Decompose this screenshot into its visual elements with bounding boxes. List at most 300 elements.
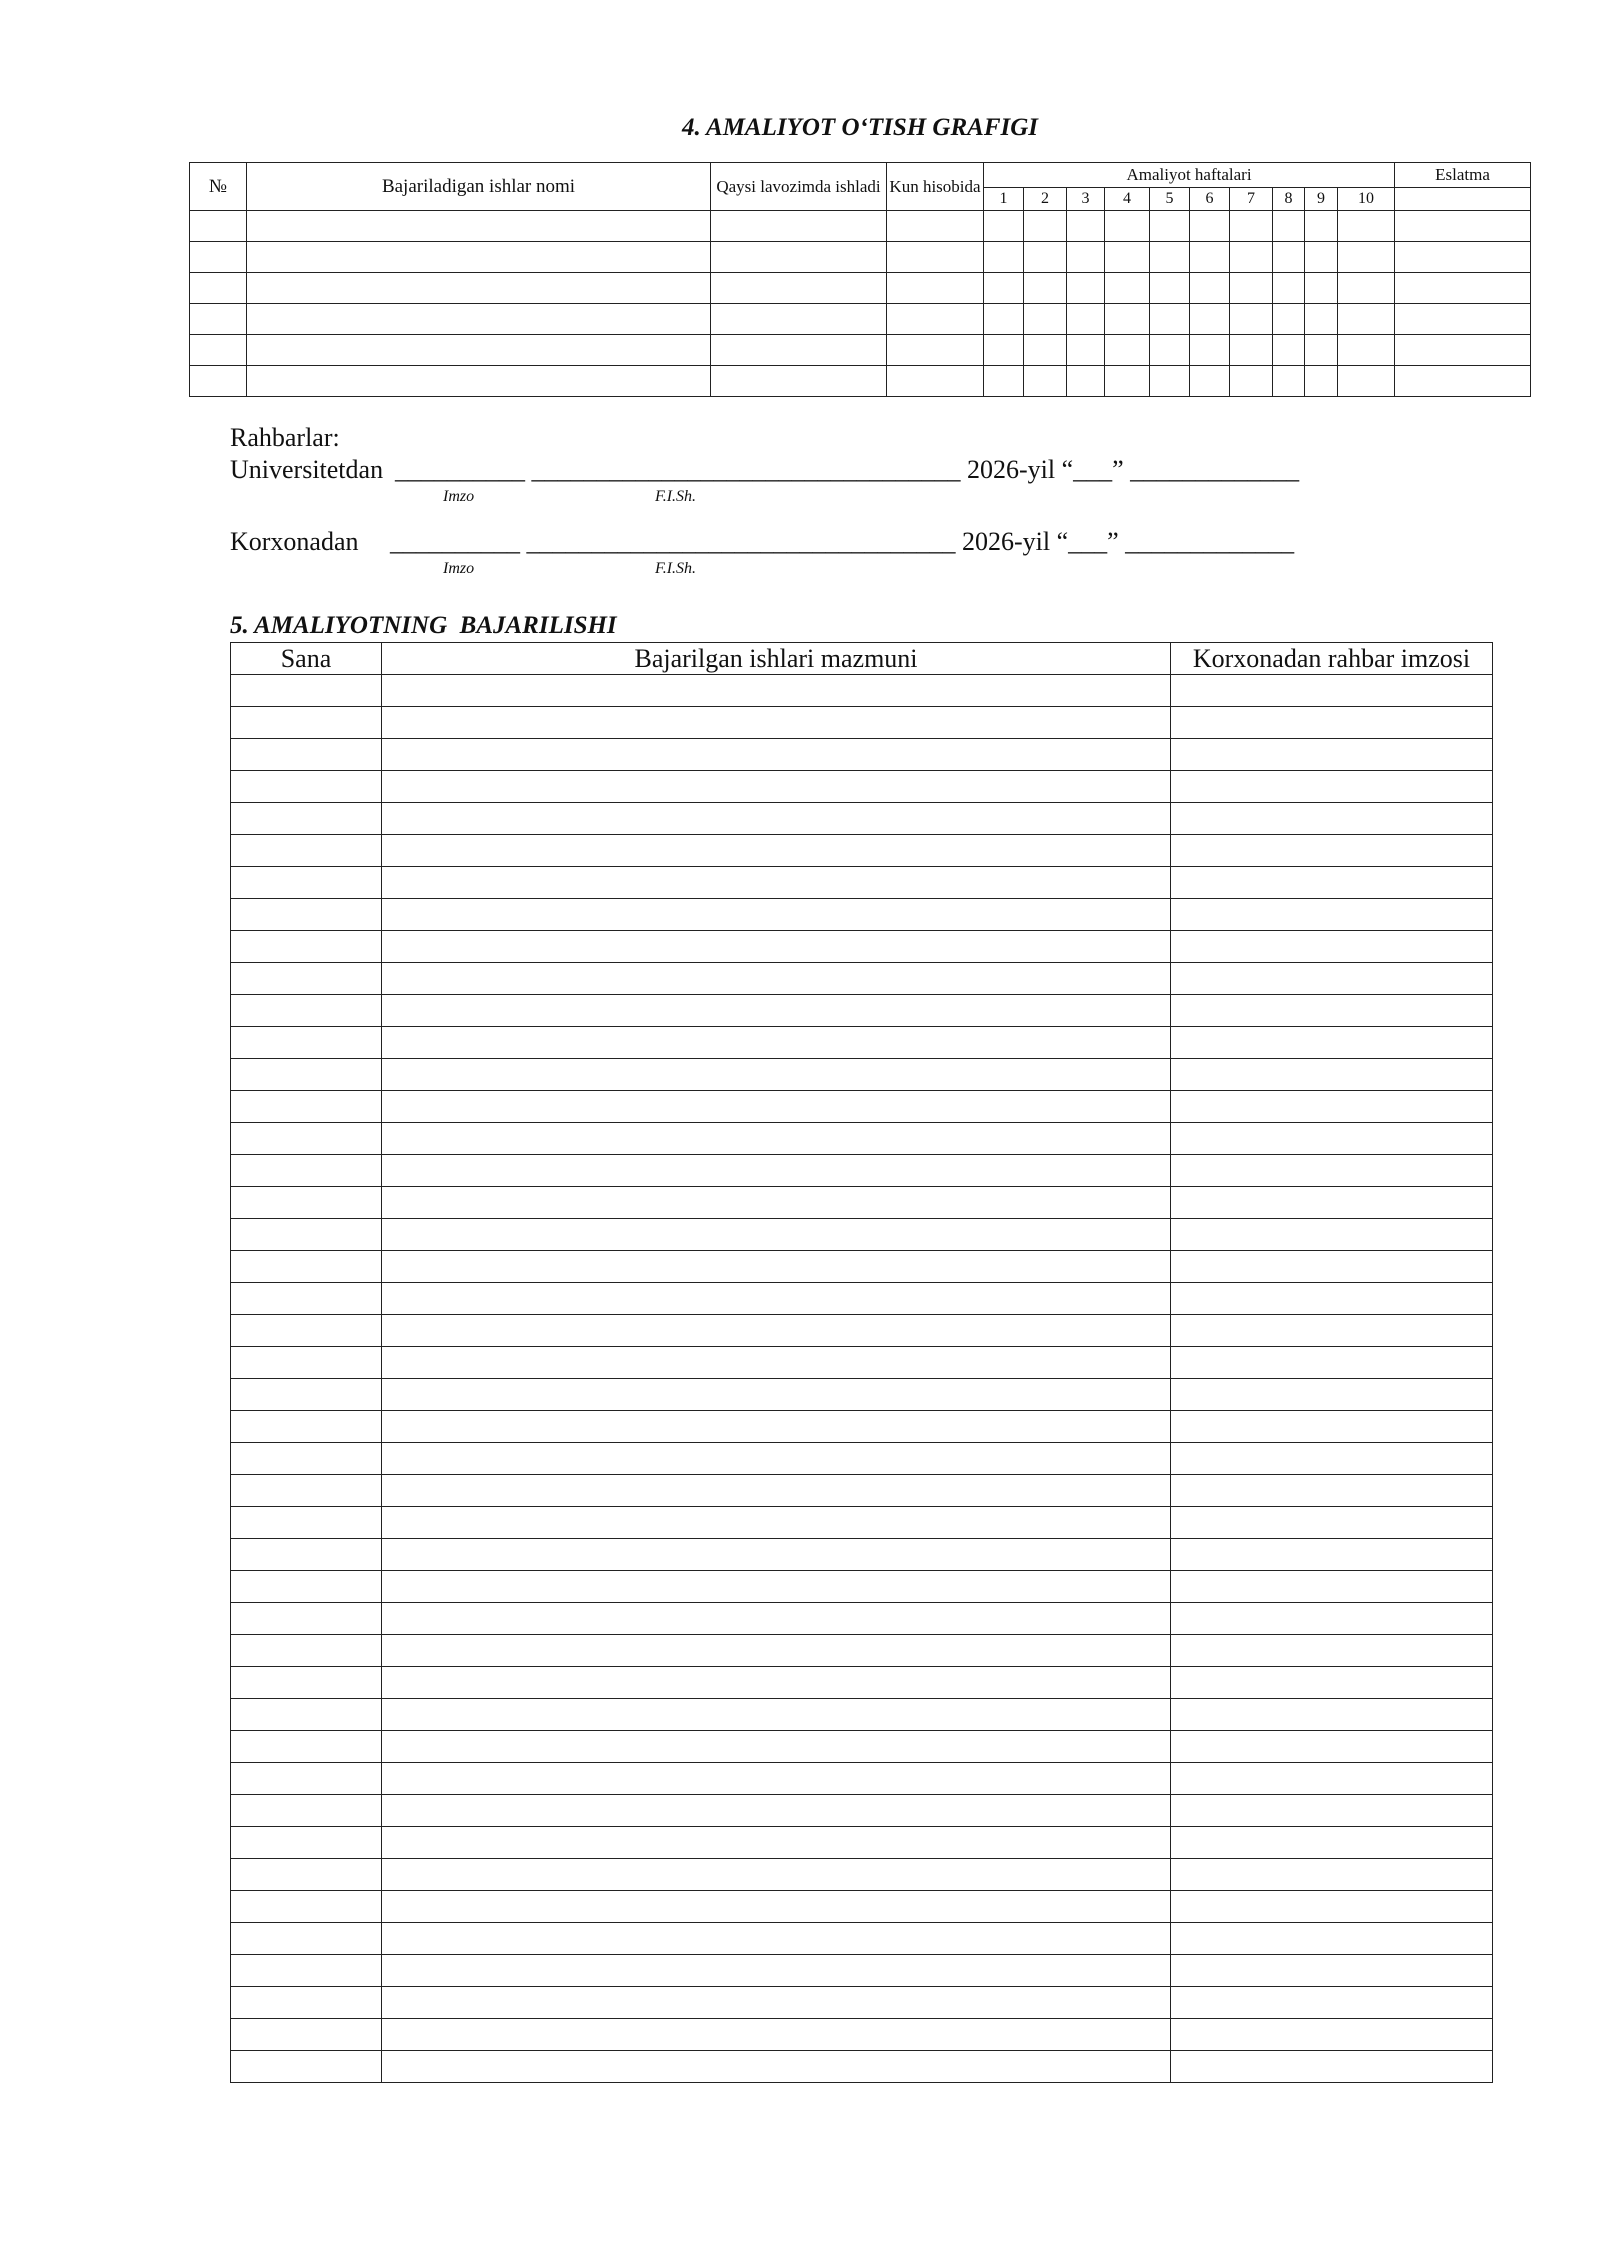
signature-cell[interactable] [1171, 2051, 1493, 2083]
date-cell[interactable] [231, 1123, 382, 1155]
work-content-cell[interactable] [382, 1187, 1171, 1219]
signature-cell[interactable] [1171, 931, 1493, 963]
signature-cell[interactable] [1171, 1635, 1493, 1667]
schedule-cell[interactable] [190, 304, 247, 335]
date-cell[interactable] [231, 2019, 382, 2051]
work-content-cell[interactable] [382, 899, 1171, 931]
signature-cell[interactable] [1171, 1731, 1493, 1763]
schedule-cell[interactable] [887, 335, 984, 366]
week-number: 10 [1338, 188, 1395, 211]
date-cell[interactable] [231, 1283, 382, 1315]
date-cell[interactable] [231, 867, 382, 899]
schedule-cell[interactable] [1150, 211, 1190, 242]
work-content-cell[interactable] [382, 1059, 1171, 1091]
schedule-cell[interactable] [1150, 304, 1190, 335]
table-row [231, 675, 1493, 707]
date-cell[interactable] [231, 1251, 382, 1283]
header-position: Qaysi lavozimda ishladi [711, 163, 887, 211]
schedule-cell[interactable] [1230, 335, 1273, 366]
schedule-cell[interactable] [887, 273, 984, 304]
signature-cell[interactable] [1171, 1251, 1493, 1283]
signature-cell[interactable] [1171, 1283, 1493, 1315]
signature-cell[interactable] [1171, 1507, 1493, 1539]
work-content-cell[interactable] [382, 1443, 1171, 1475]
table-row [231, 1859, 1493, 1891]
schedule-cell[interactable] [1305, 273, 1338, 304]
date-cell[interactable] [231, 1443, 382, 1475]
schedule-cell[interactable] [1305, 366, 1338, 397]
supervisors-heading: Rahbarlar: [230, 423, 340, 452]
table-row [231, 899, 1493, 931]
schedule-cell[interactable] [984, 335, 1024, 366]
university-label: Universitetdan [230, 455, 384, 484]
work-content-cell[interactable] [382, 1475, 1171, 1507]
schedule-cell[interactable] [711, 335, 887, 366]
schedule-cell[interactable] [711, 242, 887, 273]
schedule-cell[interactable] [711, 211, 887, 242]
table-row [231, 1955, 1493, 1987]
header-note: Eslatma [1395, 163, 1531, 188]
schedule-cell[interactable] [1305, 335, 1338, 366]
schedule-cell[interactable] [887, 366, 984, 397]
schedule-cell[interactable] [1230, 211, 1273, 242]
week-number: 9 [1305, 188, 1338, 211]
header-supervisor-signature: Korxonadan rahbar imzosi [1171, 643, 1493, 675]
signature-cell[interactable] [1171, 1603, 1493, 1635]
signature-cell[interactable] [1171, 1187, 1493, 1219]
date-cell[interactable] [231, 739, 382, 771]
schedule-cell[interactable] [1150, 366, 1190, 397]
date-cell[interactable] [231, 1987, 382, 2019]
schedule-cell[interactable] [190, 366, 247, 397]
work-content-cell[interactable] [382, 1251, 1171, 1283]
schedule-cell[interactable] [1150, 335, 1190, 366]
date-cell[interactable] [231, 1731, 382, 1763]
work-content-cell[interactable] [382, 1699, 1171, 1731]
signature-cell[interactable] [1171, 1379, 1493, 1411]
work-content-cell[interactable] [382, 1571, 1171, 1603]
table-row [190, 366, 1531, 397]
signature-cell[interactable] [1171, 1891, 1493, 1923]
table-row [231, 2051, 1493, 2083]
week-number: 1 [984, 188, 1024, 211]
date-cell[interactable] [231, 803, 382, 835]
date-cell[interactable] [231, 1187, 382, 1219]
schedule-cell[interactable] [190, 211, 247, 242]
table-row [231, 739, 1493, 771]
schedule-cell[interactable] [1395, 335, 1531, 366]
table-row [231, 1091, 1493, 1123]
schedule-cell[interactable] [1190, 304, 1230, 335]
work-content-cell[interactable] [382, 1795, 1171, 1827]
schedule-cell[interactable] [1230, 304, 1273, 335]
schedule-cell[interactable] [1395, 273, 1531, 304]
signature-cell[interactable] [1171, 1027, 1493, 1059]
schedule-cell[interactable] [1105, 304, 1150, 335]
date-cell[interactable] [231, 931, 382, 963]
work-content-cell[interactable] [382, 1027, 1171, 1059]
schedule-cell[interactable] [1024, 304, 1067, 335]
schedule-cell[interactable] [1338, 242, 1395, 273]
date-cell[interactable] [231, 1219, 382, 1251]
work-content-cell[interactable] [382, 1411, 1171, 1443]
section4-title: 4. AMALIYOT O‘TISH GRAFIGI [681, 114, 1039, 141]
schedule-cell[interactable] [1190, 335, 1230, 366]
table-row [231, 1539, 1493, 1571]
week-number: 2 [1024, 188, 1067, 211]
date-cell[interactable] [231, 1603, 382, 1635]
table-row [190, 304, 1531, 335]
work-content-cell[interactable] [382, 1315, 1171, 1347]
date-cell[interactable] [231, 1091, 382, 1123]
table-row [231, 1379, 1493, 1411]
signature-cell[interactable] [1171, 1987, 1493, 2019]
date-cell[interactable] [231, 1507, 382, 1539]
work-content-cell[interactable] [382, 867, 1171, 899]
work-content-cell[interactable] [382, 2051, 1171, 2083]
signature-cell[interactable] [1171, 1443, 1493, 1475]
week-number: 4 [1105, 188, 1150, 211]
signature-cell[interactable] [1171, 1827, 1493, 1859]
signature-cell[interactable] [1171, 963, 1493, 995]
schedule-cell[interactable] [984, 242, 1024, 273]
work-content-cell[interactable] [382, 771, 1171, 803]
date-cell[interactable] [231, 1411, 382, 1443]
date-cell[interactable] [231, 675, 382, 707]
work-content-cell[interactable] [382, 1859, 1171, 1891]
work-content-cell[interactable] [382, 1731, 1171, 1763]
schedule-cell[interactable] [1105, 242, 1150, 273]
schedule-cell[interactable] [1105, 273, 1150, 304]
table-row [231, 1475, 1493, 1507]
work-content-cell[interactable] [382, 707, 1171, 739]
schedule-cell[interactable] [1395, 304, 1531, 335]
table-row [190, 242, 1531, 273]
schedule-cell[interactable] [1067, 242, 1105, 273]
work-content-cell[interactable] [382, 1379, 1171, 1411]
schedule-cell[interactable] [1150, 273, 1190, 304]
work-content-cell[interactable] [382, 2019, 1171, 2051]
table-row [231, 1251, 1493, 1283]
schedule-cell[interactable] [1395, 242, 1531, 273]
table-row [231, 1699, 1493, 1731]
schedule-cell[interactable] [1150, 242, 1190, 273]
table-row [231, 1155, 1493, 1187]
signature-cell[interactable] [1171, 899, 1493, 931]
table-row [231, 1027, 1493, 1059]
date-cell[interactable] [231, 1699, 382, 1731]
table-row [231, 2019, 1493, 2051]
signature-cell[interactable] [1171, 1923, 1493, 1955]
table-row [231, 1635, 1493, 1667]
date-cell[interactable] [231, 963, 382, 995]
schedule-cell[interactable] [1067, 273, 1105, 304]
table-row [231, 1443, 1493, 1475]
date-cell[interactable] [231, 899, 382, 931]
header-days: Kun hisobida [887, 163, 984, 211]
schedule-cell[interactable] [711, 304, 887, 335]
work-content-cell[interactable] [382, 963, 1171, 995]
date-cell[interactable] [231, 1795, 382, 1827]
work-content-cell[interactable] [382, 803, 1171, 835]
work-content-cell[interactable] [382, 1603, 1171, 1635]
table-row [231, 1795, 1493, 1827]
date-cell[interactable] [231, 1891, 382, 1923]
schedule-cell[interactable] [1105, 211, 1150, 242]
schedule-cell[interactable] [1305, 211, 1338, 242]
university-signature-caption: Imzo [443, 488, 475, 505]
schedule-cell[interactable] [190, 273, 247, 304]
work-content-cell[interactable] [382, 1123, 1171, 1155]
schedule-cell[interactable] [887, 304, 984, 335]
work-content-cell[interactable] [382, 1539, 1171, 1571]
schedule-cell[interactable] [1273, 273, 1305, 304]
schedule-cell[interactable] [1273, 366, 1305, 397]
schedule-cell[interactable] [1024, 211, 1067, 242]
table-row [231, 1123, 1493, 1155]
schedule-cell[interactable] [984, 366, 1024, 397]
company-signature-caption: Imzo [443, 560, 475, 577]
schedule-cell[interactable] [1338, 273, 1395, 304]
signature-cell[interactable] [1171, 707, 1493, 739]
signature-cell[interactable] [1171, 1347, 1493, 1379]
schedule-cell[interactable] [1273, 211, 1305, 242]
signature-cell[interactable] [1171, 1571, 1493, 1603]
signature-cell[interactable] [1171, 1763, 1493, 1795]
table-row [231, 1283, 1493, 1315]
schedule-cell[interactable] [711, 273, 887, 304]
schedule-cell[interactable] [984, 304, 1024, 335]
signature-cell[interactable] [1171, 1955, 1493, 1987]
date-cell[interactable] [231, 1923, 382, 1955]
schedule-cell[interactable] [247, 273, 711, 304]
schedule-cell[interactable] [1067, 366, 1105, 397]
date-cell[interactable] [231, 1827, 382, 1859]
work-content-cell[interactable] [382, 1955, 1171, 1987]
table-row [231, 1763, 1493, 1795]
signature-cell[interactable] [1171, 1667, 1493, 1699]
work-content-cell[interactable] [382, 739, 1171, 771]
schedule-cell[interactable] [1067, 304, 1105, 335]
signature-cell[interactable] [1171, 1155, 1493, 1187]
university-signature-line[interactable]: __________ _________________________________ 2026-yil “___” _____________ [395, 455, 1300, 484]
table-row [231, 1891, 1493, 1923]
schedule-table [189, 162, 1531, 397]
work-content-cell[interactable] [382, 1155, 1171, 1187]
section5-title: 5. AMALIYOTNING BAJARILISHI [230, 612, 617, 639]
date-cell[interactable] [231, 707, 382, 739]
schedule-cell[interactable] [1273, 304, 1305, 335]
signature-cell[interactable] [1171, 1091, 1493, 1123]
table-row [231, 1411, 1493, 1443]
signature-cell[interactable] [1171, 739, 1493, 771]
table-row [231, 707, 1493, 739]
schedule-cell[interactable] [1024, 242, 1067, 273]
work-content-cell[interactable] [382, 1219, 1171, 1251]
work-content-cell[interactable] [382, 1763, 1171, 1795]
table-row [190, 335, 1531, 366]
company-label: Korxonadan [230, 527, 359, 556]
schedule-cell[interactable] [1190, 211, 1230, 242]
signature-cell[interactable] [1171, 1859, 1493, 1891]
date-cell[interactable] [231, 995, 382, 1027]
table-row [231, 1347, 1493, 1379]
note-subcell [1395, 188, 1531, 211]
signature-cell[interactable] [1171, 2019, 1493, 2051]
schedule-cell[interactable] [247, 335, 711, 366]
signature-cell[interactable] [1171, 1475, 1493, 1507]
schedule-cell[interactable] [1105, 366, 1150, 397]
work-content-cell[interactable] [382, 1987, 1171, 2019]
week-number: 7 [1230, 188, 1273, 211]
table-row [231, 1923, 1493, 1955]
schedule-cell[interactable] [1305, 304, 1338, 335]
company-signature-line[interactable]: __________ _________________________________ 2026-yil “___” _____________ [390, 527, 1295, 556]
table-row [231, 1603, 1493, 1635]
table-row [231, 1187, 1493, 1219]
schedule-cell[interactable] [1067, 211, 1105, 242]
schedule-cell[interactable] [1273, 242, 1305, 273]
schedule-cell[interactable] [247, 366, 711, 397]
schedule-cell[interactable] [190, 335, 247, 366]
table-row [231, 1827, 1493, 1859]
work-content-cell[interactable] [382, 1283, 1171, 1315]
schedule-cell[interactable] [247, 211, 711, 242]
schedule-cell[interactable] [190, 242, 247, 273]
work-content-cell[interactable] [382, 1507, 1171, 1539]
date-cell[interactable] [231, 1571, 382, 1603]
signature-cell[interactable] [1171, 675, 1493, 707]
work-content-cell[interactable] [382, 1923, 1171, 1955]
header-number: № [190, 163, 247, 211]
work-content-cell[interactable] [382, 1827, 1171, 1859]
work-content-cell[interactable] [382, 1635, 1171, 1667]
work-content-cell[interactable] [382, 1347, 1171, 1379]
schedule-cell[interactable] [1024, 366, 1067, 397]
signature-cell[interactable] [1171, 1411, 1493, 1443]
date-cell[interactable] [231, 2051, 382, 2083]
signature-cell[interactable] [1171, 1699, 1493, 1731]
schedule-cell[interactable] [1190, 366, 1230, 397]
signature-cell[interactable] [1171, 1219, 1493, 1251]
schedule-cell[interactable] [1190, 273, 1230, 304]
signature-cell[interactable] [1171, 1795, 1493, 1827]
schedule-cell[interactable] [1190, 242, 1230, 273]
work-content-cell[interactable] [382, 1891, 1171, 1923]
schedule-cell[interactable] [1024, 273, 1067, 304]
signature-cell[interactable] [1171, 1539, 1493, 1571]
work-content-cell[interactable] [382, 1667, 1171, 1699]
date-cell[interactable] [231, 1347, 382, 1379]
table-row [231, 1987, 1493, 2019]
schedule-cell[interactable] [1024, 335, 1067, 366]
date-cell[interactable] [231, 1539, 382, 1571]
work-content-cell[interactable] [382, 931, 1171, 963]
header-date: Sana [231, 643, 382, 675]
schedule-cell[interactable] [1067, 335, 1105, 366]
schedule-cell[interactable] [1338, 335, 1395, 366]
schedule-cell[interactable] [247, 304, 711, 335]
date-cell[interactable] [231, 1955, 382, 1987]
table-row [231, 1219, 1493, 1251]
header-work-content: Bajarilgan ishlari mazmuni [382, 643, 1171, 675]
table-row [231, 1667, 1493, 1699]
table-row [231, 771, 1493, 803]
schedule-cell[interactable] [1395, 366, 1531, 397]
schedule-cell[interactable] [984, 211, 1024, 242]
schedule-cell[interactable] [1230, 242, 1273, 273]
schedule-cell[interactable] [1105, 335, 1150, 366]
date-cell[interactable] [231, 1859, 382, 1891]
work-content-cell[interactable] [382, 675, 1171, 707]
schedule-cell[interactable] [1305, 242, 1338, 273]
table-row [231, 931, 1493, 963]
date-cell[interactable] [231, 835, 382, 867]
table-row [231, 995, 1493, 1027]
date-cell[interactable] [231, 1027, 382, 1059]
table-row [231, 1731, 1493, 1763]
signature-cell[interactable] [1171, 1123, 1493, 1155]
company-name-caption: F.I.Sh. [655, 560, 697, 577]
week-number: 8 [1273, 188, 1305, 211]
signature-cell[interactable] [1171, 1059, 1493, 1091]
header-task-name: Bajariladigan ishlar nomi [247, 163, 711, 211]
table-row [231, 1315, 1493, 1347]
table-row [231, 835, 1493, 867]
schedule-cell[interactable] [1338, 304, 1395, 335]
table-row [231, 1571, 1493, 1603]
week-number: 5 [1150, 188, 1190, 211]
university-name-caption: F.I.Sh. [655, 488, 697, 505]
week-number: 6 [1190, 188, 1230, 211]
schedule-cell[interactable] [1230, 273, 1273, 304]
table-row [231, 803, 1493, 835]
date-cell[interactable] [231, 1379, 382, 1411]
schedule-cell[interactable] [1338, 211, 1395, 242]
date-cell[interactable] [231, 1475, 382, 1507]
signature-cell[interactable] [1171, 835, 1493, 867]
signature-cell[interactable] [1171, 995, 1493, 1027]
schedule-cell[interactable] [1273, 335, 1305, 366]
schedule-cell[interactable] [887, 242, 984, 273]
date-cell[interactable] [231, 1315, 382, 1347]
table-row [231, 867, 1493, 899]
date-cell[interactable] [231, 1059, 382, 1091]
signature-cell[interactable] [1171, 1315, 1493, 1347]
date-cell[interactable] [231, 1667, 382, 1699]
work-content-cell[interactable] [382, 1091, 1171, 1123]
schedule-cell[interactable] [984, 273, 1024, 304]
schedule-cell[interactable] [1230, 366, 1273, 397]
schedule-cell[interactable] [887, 211, 984, 242]
date-cell[interactable] [231, 771, 382, 803]
schedule-cell[interactable] [711, 366, 887, 397]
schedule-cell[interactable] [1338, 366, 1395, 397]
signature-cell[interactable] [1171, 771, 1493, 803]
work-content-cell[interactable] [382, 995, 1171, 1027]
schedule-cell[interactable] [247, 242, 711, 273]
work-content-cell[interactable] [382, 835, 1171, 867]
date-cell[interactable] [231, 1155, 382, 1187]
date-cell[interactable] [231, 1763, 382, 1795]
table-row [231, 963, 1493, 995]
header-weeks: Amaliyot haftalari [984, 163, 1395, 188]
signature-cell[interactable] [1171, 803, 1493, 835]
date-cell[interactable] [231, 1635, 382, 1667]
week-number: 3 [1067, 188, 1105, 211]
schedule-cell[interactable] [1395, 211, 1531, 242]
signature-cell[interactable] [1171, 867, 1493, 899]
